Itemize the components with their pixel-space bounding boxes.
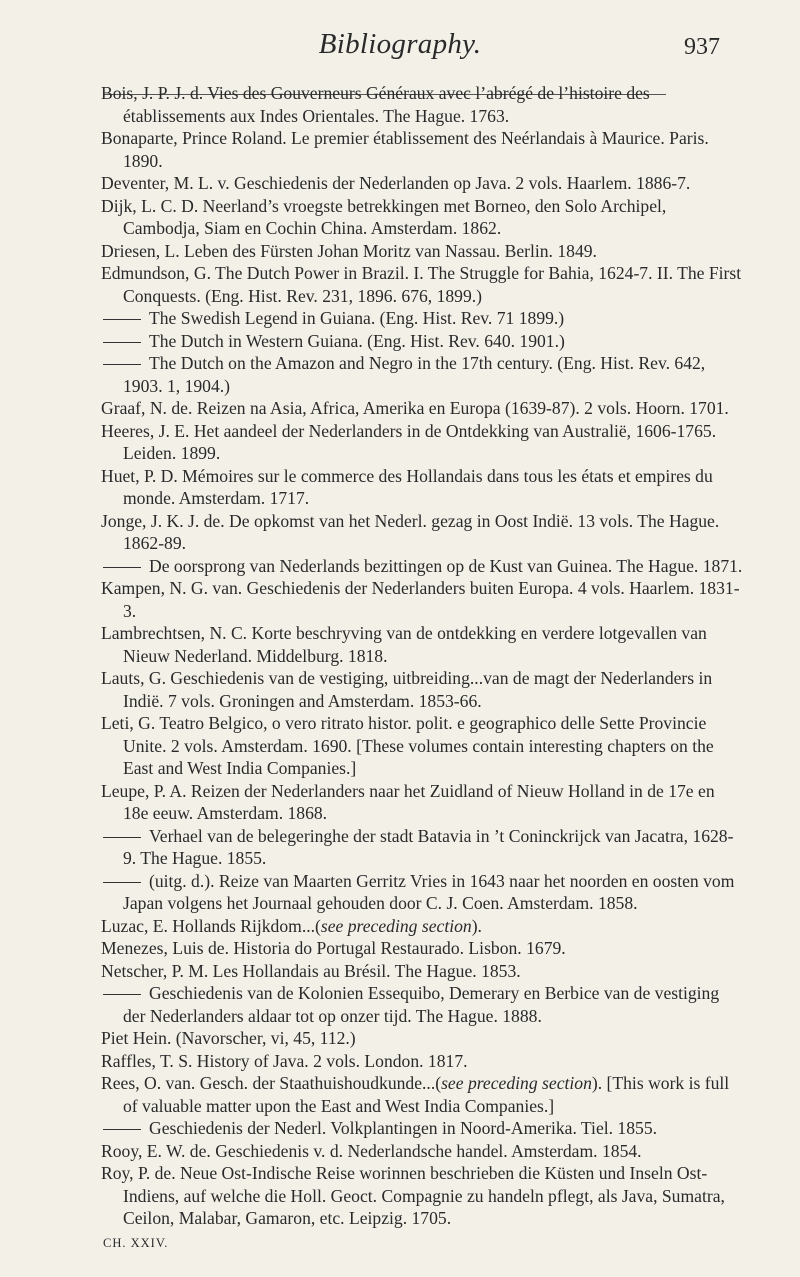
bibliography-entry (101, 982, 743, 1027)
entry-text: Huet, P. D. Mémoires sur le commerce des Hollandais dans tous les états et empires du monde. Amsterdam. 1717. (101, 465, 713, 508)
entry-text: The Swedish Legend in Guiana. (Eng. Hist. Rev. 71 1899.) (149, 308, 565, 328)
entry-text: The Dutch in Western Guiana. (Eng. Hist. Rev. 640. 1901.) (149, 330, 565, 351)
entry-text: Rees, O. van. Gesch. der Staathuishoudkunde...( (101, 1073, 442, 1093)
bibliography-entry (101, 1117, 743, 1140)
entry-text: Menezes, Luis de. Historia do Portugal Restaurado. Lisbon. 1679. (101, 938, 566, 958)
entry-text: Rooy, E. W. de. Geschiedenis v. d. Nederlandsche handel. Amsterdam. 1854. (101, 1140, 642, 1161)
entry-text: Dijk, L. C. D. Neerland’s vroegste betrekkingen met Borneo, den Solo Archipel, Cambodja, Siam en Cochin China. Amsterdam. 1862. (101, 195, 667, 238)
entry-text: Graaf, N. de. Reizen na Asia, Africa, Amerika en Europa (1639-87). 2 vols. Hoorn. 1701. (101, 398, 729, 418)
bibliography-entry (101, 915, 743, 938)
entry-text: Lauts, G. Geschiedenis van de vestiging, uitbreiding...van de magt der Nederlanders in Indië. 7 vols. Groningen and Amsterdam. 1853-66. (101, 668, 713, 711)
bibliography-entry (101, 82, 743, 127)
page-header (0, 22, 800, 82)
chapter-signature: CH. XXIV. (103, 1236, 169, 1250)
bibliography-entry (101, 937, 743, 960)
bibliography-entry (101, 577, 743, 622)
bibliography-entry (101, 307, 743, 330)
entry-text: Leti, G. Teatro Belgico, o vero ritrato histor. polit. e geographico delle Sette Provincie Unite. 2 vols. Amsterdam. 1690. [These volumes contain interesting chapters on the East and West India Companies.] (101, 713, 714, 778)
entry-italic-note: see preceding section (441, 1073, 592, 1093)
bibliography-entry (101, 555, 743, 578)
bibliography-entry (101, 712, 743, 780)
entry-text: Lambrechtsen, N. C. Korte beschryving van de ontdekking en verdere lotgevallen van Nieuw Nederland. Middelburg. 1818. (101, 623, 707, 666)
entry-text: Jonge, J. K. J. de. De opkomst van het Nederl. gezag in Oost Indië. 13 vols. The Hague. 1862-89. (101, 510, 720, 553)
bibliography-entry (101, 622, 743, 667)
bibliography-entry (101, 465, 743, 510)
bibliography-entry (101, 1027, 743, 1050)
entry-text: Leupe, P. A. Reizen der Nederlanders naar het Zuidland of Nieuw Holland in de 17e en 18e eeuw. Amsterdam. 1868. (101, 780, 715, 823)
page-number: 937 (684, 34, 720, 60)
bibliography-entry (101, 1162, 743, 1230)
bibliography-entry (101, 1072, 743, 1117)
entry-text: Roy, P. de. Neue Ost-Indische Reise worinnen beschrieben die Küsten und Inseln Ost-Indiens, auf welche die Holl. Geoct. Compagnie zu handeln pflegt, als Java, Sumatra, Ceilon, Malabar, Gamaron, etc. Leipzig. 1705. (101, 1163, 725, 1228)
bibliography-entry (101, 330, 743, 353)
entry-text: Geschiedenis van de Kolonien Essequibo, Demerary en Berbice van de vestiging der Nederlanders aldaar tot op onzer tijd. The Hague. 1888. (123, 983, 720, 1026)
entry-text: Bonaparte, Prince Roland. Le premier établissement des Neérlandais à Maurice. Paris. 1890. (101, 128, 709, 171)
bibliography-entry (101, 240, 743, 263)
entry-text: Raffles, T. S. History of Java. 2 vols. London. 1817. (101, 1050, 468, 1071)
ditto-dash (103, 567, 141, 568)
bibliography-entry (101, 1050, 743, 1073)
entry-text: Edmundson, G. The Dutch Power in Brazil. I. The Struggle for Bahia, 1624-7. II. The First Conquests. (Eng. Hist. Rev. 231, 1896. 676, 1899.) (101, 263, 742, 306)
entry-text: Luzac, E. Hollands Rijkdom...( (101, 915, 321, 936)
ditto-dash (103, 994, 141, 995)
entry-text: The Dutch on the Amazon and Negro in the 17th century. (Eng. Hist. Rev. 642, 1903. 1, 1904.) (123, 353, 706, 396)
ditto-dash (103, 319, 141, 320)
bibliography-entry (101, 420, 743, 465)
bibliography-entry (101, 510, 743, 555)
entry-text: Driesen, L. Leben des Fürsten Johan Moritz van Nassau. Berlin. 1849. (101, 240, 597, 261)
bibliography-entry (101, 870, 743, 915)
bibliography-entry (101, 825, 743, 870)
bibliography-entry (101, 195, 743, 240)
entry-text: Netscher, P. M. Les Hollandais au Brésil. The Hague. 1853. (101, 960, 521, 981)
bibliography-list (101, 82, 743, 1230)
entry-text: De oorsprong van Nederlands bezittingen op de Kust van Guinea. The Hague. 1871. (149, 555, 743, 576)
entry-text-after: ). (471, 915, 482, 936)
entry-italic-note: see preceding section (320, 915, 472, 936)
entry-text: Deventer, M. L. v. Geschiedenis der Nederlanden op Java. 2 vols. Haarlem. 1886-7. (101, 173, 691, 193)
entry-text: Bois, J. P. J. d. Vies des Gouverneurs Généraux avec l’abrégé de l’histoire des établissements aux Indes Orientales. The Hague. 1763. (101, 83, 650, 126)
entry-text: Piet Hein. (Navorscher, vi, 45, 112.) (101, 1028, 356, 1048)
entry-text: Kampen, N. G. van. Geschiedenis der Nederlanders buiten Europa. 4 vols. Haarlem. 1831-3. (101, 578, 740, 621)
ditto-dash (103, 1129, 141, 1130)
entry-text: Verhael van de belegeringhe der stadt Batavia in ’t Coninckrijck van Jacatra, 1628-9. The Hague. 1855. (123, 825, 734, 868)
bibliography-entry (101, 172, 743, 195)
ditto-dash (103, 882, 141, 883)
bibliography-entry (101, 780, 743, 825)
bibliography-entry (101, 127, 743, 172)
entry-text: Geschiedenis der Nederl. Volkplantingen in Noord-Amerika. Tiel. 1855. (149, 1118, 658, 1138)
bibliography-entry (101, 960, 743, 983)
bibliography-entry (101, 667, 743, 712)
entry-text-after: ). [This work is full of valuable matter upon the East and West India Companies.] (123, 1073, 730, 1116)
ditto-dash (103, 364, 141, 365)
ditto-dash (103, 837, 141, 838)
bibliography-entry (101, 262, 743, 307)
entry-text: (uitg. d.). Reize van Maarten Gerritz Vries in 1643 naar het noorden en oosten vom Japan volgens het Journaal gehouden door C. J. Coen. Amsterdam. 1858. (123, 870, 735, 913)
running-head: Bibliography. (318, 28, 482, 60)
bibliography-entry (101, 397, 743, 420)
entry-text: Heeres, J. E. Het aandeel der Nederlanders in de Ontdekking van Australië, 1606-1765. Leiden. 1899. (101, 420, 717, 463)
bibliography-entry (101, 352, 743, 397)
bibliography-entry (101, 1140, 743, 1163)
ditto-dash (103, 342, 141, 343)
